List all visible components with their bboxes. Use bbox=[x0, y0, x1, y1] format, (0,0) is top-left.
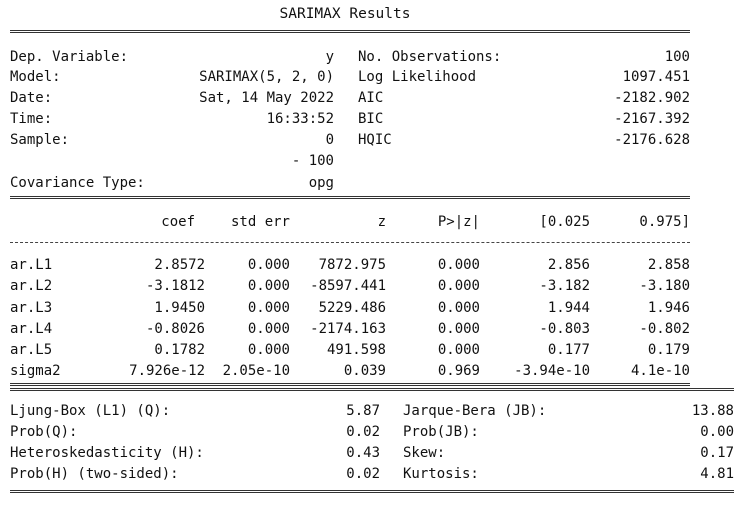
diag-value: 0.43 bbox=[346, 445, 380, 461]
info-value: SARIMAX(5, 2, 0) bbox=[199, 69, 334, 85]
column-header: coef bbox=[161, 214, 195, 230]
param-name: ar.L2 bbox=[10, 278, 53, 294]
diag-value: 0.02 bbox=[346, 424, 380, 440]
cell-std-err: 0.000 bbox=[247, 300, 290, 316]
diag-label: Prob(Q): bbox=[10, 424, 78, 440]
diag-label: Heteroskedasticity (H): bbox=[10, 445, 204, 461]
param-name: ar.L4 bbox=[10, 321, 53, 337]
dashed-rule bbox=[10, 242, 690, 243]
cell-ci-high: 4.1e-10 bbox=[630, 363, 690, 379]
cell-ci-low: 0.177 bbox=[547, 342, 590, 358]
cell-z: 491.598 bbox=[326, 342, 386, 358]
cell-ci-low: 2.856 bbox=[547, 257, 590, 273]
cell-std-err: 0.000 bbox=[247, 321, 290, 337]
cell-coef: -3.1812 bbox=[145, 278, 205, 294]
diagnostic-row bbox=[0, 464, 743, 484]
table-row bbox=[0, 340, 743, 360]
cell-ci-high: 1.946 bbox=[647, 300, 690, 316]
cell-ci-high: 0.179 bbox=[647, 342, 690, 358]
info-label: Date: bbox=[10, 90, 53, 106]
param-name: ar.L3 bbox=[10, 300, 53, 316]
cell-z: 0.039 bbox=[343, 363, 386, 379]
cell-z: 5229.486 bbox=[318, 300, 386, 316]
diag-label: Prob(H) (two-sided): bbox=[10, 466, 179, 482]
cell-ci-high: -0.802 bbox=[639, 321, 690, 337]
cell-z: -2174.163 bbox=[310, 321, 386, 337]
diagnostic-row bbox=[0, 422, 743, 442]
double-rule bbox=[10, 196, 690, 199]
cell-p: 0.000 bbox=[437, 342, 480, 358]
cell-p: 0.000 bbox=[437, 321, 480, 337]
diag-value: 4.81 bbox=[700, 466, 734, 482]
info-label: Covariance Type: bbox=[10, 175, 145, 191]
cell-ci-high: -3.180 bbox=[639, 278, 690, 294]
double-rule bbox=[10, 490, 734, 493]
param-name: ar.L1 bbox=[10, 257, 53, 273]
info-label: Time: bbox=[10, 111, 53, 127]
table-row bbox=[0, 276, 743, 296]
double-rule bbox=[10, 388, 734, 391]
cell-std-err: 2.05e-10 bbox=[222, 363, 290, 379]
diag-label: Jarque-Bera (JB): bbox=[403, 403, 547, 419]
double-rule bbox=[10, 383, 690, 386]
table-row bbox=[0, 361, 743, 381]
diag-label: Kurtosis: bbox=[403, 466, 479, 482]
info-label: HQIC bbox=[358, 132, 392, 148]
info-row bbox=[0, 109, 743, 129]
column-header: std err bbox=[230, 214, 290, 230]
column-header: P>|z| bbox=[437, 214, 480, 230]
cell-std-err: 0.000 bbox=[247, 342, 290, 358]
cell-ci-low: -3.182 bbox=[539, 278, 590, 294]
cell-z: 7872.975 bbox=[318, 257, 386, 273]
info-value: - 100 bbox=[291, 153, 334, 169]
column-header: [0.025 bbox=[539, 214, 590, 230]
cell-ci-low: 1.944 bbox=[547, 300, 590, 316]
info-row bbox=[0, 88, 743, 108]
table-row bbox=[0, 298, 743, 318]
diag-label: Ljung-Box (L1) (Q): bbox=[10, 403, 171, 419]
cell-p: 0.969 bbox=[437, 363, 480, 379]
cell-z: -8597.441 bbox=[310, 278, 386, 294]
diagnostic-row bbox=[0, 401, 743, 421]
info-row bbox=[0, 151, 743, 171]
info-value: y bbox=[325, 49, 334, 65]
info-label: Dep. Variable: bbox=[10, 49, 129, 65]
diag-label: Skew: bbox=[403, 445, 446, 461]
results-title: SARIMAX Results bbox=[279, 6, 411, 22]
diag-label: Prob(JB): bbox=[403, 424, 479, 440]
cell-coef: -0.8026 bbox=[145, 321, 205, 337]
diagnostic-row bbox=[0, 443, 743, 463]
cell-p: 0.000 bbox=[437, 257, 480, 273]
info-label: No. Observations: bbox=[358, 49, 502, 65]
info-value: 16:33:52 bbox=[266, 111, 334, 127]
param-name: ar.L5 bbox=[10, 342, 53, 358]
column-header: z bbox=[377, 214, 386, 230]
cell-std-err: 0.000 bbox=[247, 257, 290, 273]
cell-ci-high: 2.858 bbox=[647, 257, 690, 273]
info-label: Log Likelihood bbox=[358, 69, 477, 85]
table-row bbox=[0, 319, 743, 339]
info-label: BIC bbox=[358, 111, 384, 127]
info-value: -2182.902 bbox=[614, 90, 690, 106]
info-value: 100 bbox=[664, 49, 690, 65]
info-value: 0 bbox=[325, 132, 334, 148]
cell-p: 0.000 bbox=[437, 278, 480, 294]
cell-ci-low: -3.94e-10 bbox=[514, 363, 590, 379]
diag-value: 0.17 bbox=[700, 445, 734, 461]
cell-coef: 2.8572 bbox=[154, 257, 205, 273]
cell-coef: 7.926e-12 bbox=[129, 363, 205, 379]
table-row bbox=[0, 255, 743, 275]
info-row bbox=[0, 173, 743, 193]
info-value: -2176.628 bbox=[614, 132, 690, 148]
info-value: -2167.392 bbox=[614, 111, 690, 127]
cell-coef: 1.9450 bbox=[154, 300, 205, 316]
param-name: sigma2 bbox=[10, 363, 61, 379]
cell-std-err: 0.000 bbox=[247, 278, 290, 294]
info-value: 1097.451 bbox=[622, 69, 690, 85]
info-row bbox=[0, 47, 743, 67]
diag-value: 13.88 bbox=[691, 403, 734, 419]
cell-p: 0.000 bbox=[437, 300, 480, 316]
cell-ci-low: -0.803 bbox=[539, 321, 590, 337]
diag-value: 0.02 bbox=[346, 466, 380, 482]
info-label: Sample: bbox=[10, 132, 70, 148]
double-rule bbox=[10, 30, 690, 33]
column-header: 0.975] bbox=[639, 214, 690, 230]
info-value: opg bbox=[308, 175, 334, 191]
info-row bbox=[0, 130, 743, 150]
coef-table-header bbox=[0, 212, 743, 232]
info-row bbox=[0, 67, 743, 87]
diag-value: 5.87 bbox=[346, 403, 380, 419]
info-label: AIC bbox=[358, 90, 384, 106]
info-value: Sat, 14 May 2022 bbox=[199, 90, 334, 106]
cell-coef: 0.1782 bbox=[154, 342, 205, 358]
info-label: Model: bbox=[10, 69, 61, 85]
diag-value: 0.00 bbox=[700, 424, 734, 440]
